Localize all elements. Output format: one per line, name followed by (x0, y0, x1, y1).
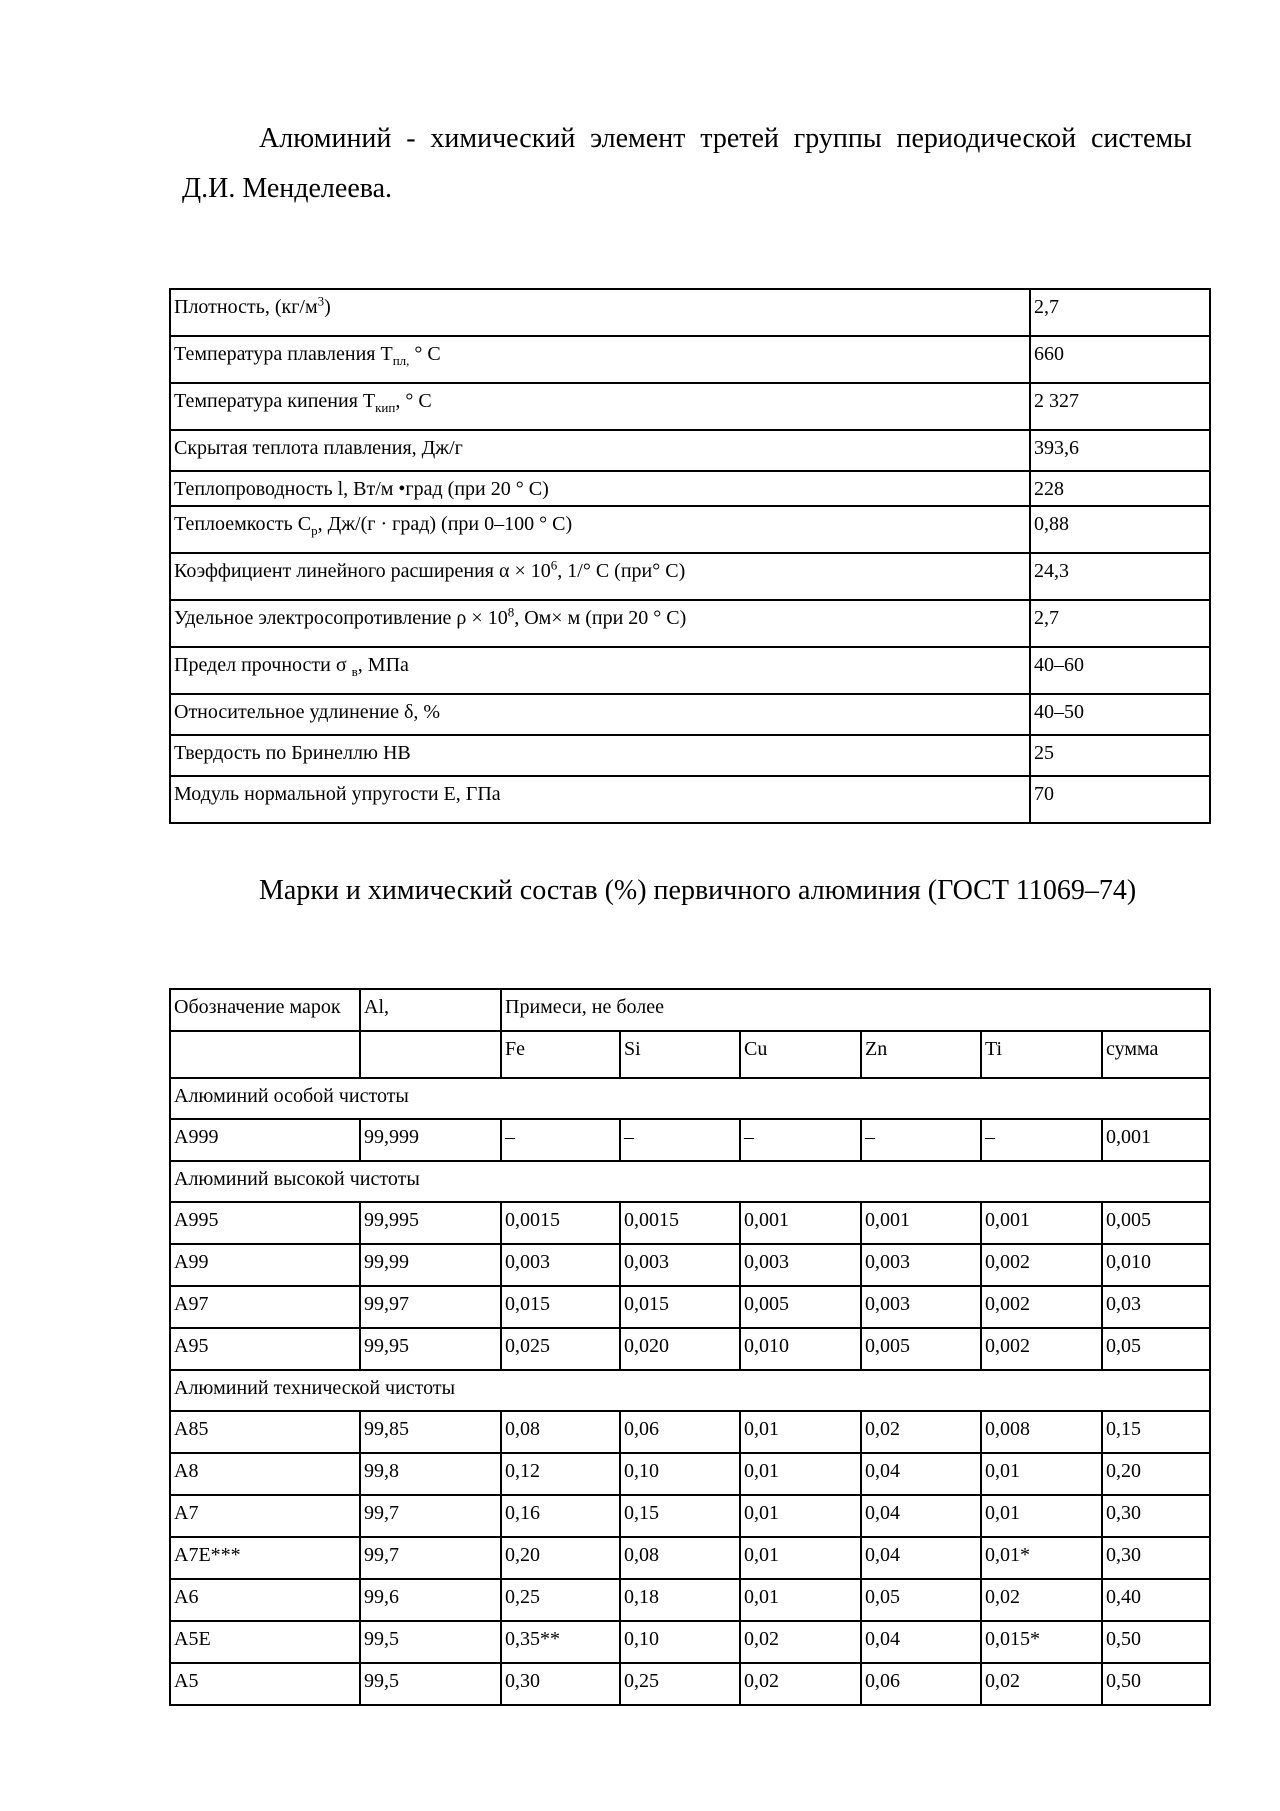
property-label (170, 553, 1030, 600)
header-fe: Fe (501, 1031, 620, 1078)
grade-al: 99,5 (360, 1663, 501, 1705)
grades-subheader-row (170, 1031, 1210, 1078)
property-value: 2,7 (1030, 600, 1210, 647)
property-label-text: Предел прочности σ (174, 654, 352, 676)
grade-si: 0,003 (620, 1244, 740, 1286)
grade-designation: А8 (170, 1453, 360, 1495)
grade-row (170, 1495, 1210, 1537)
grade-si: 0,10 (620, 1621, 740, 1663)
grade-si: 0,15 (620, 1495, 740, 1537)
grade-sum: 0,20 (1102, 1453, 1210, 1495)
grade-zn: 0,06 (861, 1663, 981, 1705)
grade-cu: 0,01 (740, 1495, 861, 1537)
grade-zn: 0,04 (861, 1453, 981, 1495)
grade-row (170, 1579, 1210, 1621)
property-label-suffix: ) (324, 296, 331, 318)
property-row (170, 694, 1210, 735)
grade-si: – (620, 1119, 740, 1161)
grade-sum: 0,50 (1102, 1663, 1210, 1705)
property-label (170, 647, 1030, 694)
grade-fe: 0,30 (501, 1663, 620, 1705)
property-label-text: Скрытая теплота плавления, Дж/г (174, 437, 463, 459)
grade-zn: 0,04 (861, 1621, 981, 1663)
grade-cu: 0,01 (740, 1537, 861, 1579)
grade-sum: 0,30 (1102, 1537, 1210, 1579)
grade-designation: А95 (170, 1328, 360, 1370)
grade-row (170, 1244, 1210, 1286)
grade-fe: 0,0015 (501, 1202, 620, 1244)
header-blank (360, 1031, 501, 1078)
grade-fe: – (501, 1119, 620, 1161)
property-label (170, 735, 1030, 776)
grade-sum: 0,40 (1102, 1579, 1210, 1621)
property-value: 40–60 (1030, 647, 1210, 694)
intro-paragraph: Алюминий - химический элемент третей группы периодической системы Д.И. Менделеева. (182, 123, 1192, 204)
grade-group-row (170, 1370, 1210, 1411)
header-impurities: Примеси, не более (501, 989, 1210, 1031)
grade-sum: 0,05 (1102, 1328, 1210, 1370)
grade-cu: 0,02 (740, 1663, 861, 1705)
grade-ti: – (981, 1119, 1102, 1161)
property-row (170, 735, 1210, 776)
grade-zn: 0,005 (861, 1328, 981, 1370)
grade-al: 99,7 (360, 1495, 501, 1537)
property-value: 70 (1030, 776, 1210, 823)
grade-designation: А5Е (170, 1621, 360, 1663)
property-row (170, 506, 1210, 553)
grade-ti: 0,008 (981, 1411, 1102, 1453)
property-label-subscript: кип (375, 400, 396, 415)
grade-sum: 0,001 (1102, 1119, 1210, 1161)
grade-fe: 0,35** (501, 1621, 620, 1663)
property-value: 2 327 (1030, 383, 1210, 430)
grade-designation: А999 (170, 1119, 360, 1161)
grade-ti: 0,002 (981, 1286, 1102, 1328)
properties-table-body (170, 289, 1210, 823)
property-label-text: Твердость по Бринеллю НВ (174, 742, 411, 764)
property-value: 660 (1030, 336, 1210, 383)
grade-row (170, 1411, 1210, 1453)
grade-sum: 0,005 (1102, 1202, 1210, 1244)
header-al: Al, (360, 989, 501, 1031)
grade-al: 99,8 (360, 1453, 501, 1495)
grade-fe: 0,003 (501, 1244, 620, 1286)
grades-table-body (170, 989, 1210, 1705)
header-ti: Ti (981, 1031, 1102, 1078)
grade-al: 99,85 (360, 1411, 501, 1453)
grade-al: 99,7 (360, 1537, 501, 1579)
property-label-superscript: 8 (507, 604, 515, 620)
grade-cu: 0,005 (740, 1286, 861, 1328)
property-value: 25 (1030, 735, 1210, 776)
grade-si: 0,25 (620, 1663, 740, 1705)
grade-designation: А5 (170, 1663, 360, 1705)
grade-cu: – (740, 1119, 861, 1161)
property-label-text: Плотность, (кг/м (174, 296, 318, 318)
grade-cu: 0,01 (740, 1453, 861, 1495)
property-label (170, 430, 1030, 471)
grade-sum: 0,30 (1102, 1495, 1210, 1537)
property-value: 40–50 (1030, 694, 1210, 735)
property-label-text: Теплоемкость С (174, 513, 312, 535)
grade-si: 0,10 (620, 1453, 740, 1495)
property-row (170, 647, 1210, 694)
grade-si: 0,020 (620, 1328, 740, 1370)
grade-zn: 0,003 (861, 1286, 981, 1328)
property-row (170, 383, 1210, 430)
grade-sum: 0,50 (1102, 1621, 1210, 1663)
grade-designation: А6 (170, 1579, 360, 1621)
grade-cu: 0,01 (740, 1411, 861, 1453)
grade-zn: 0,02 (861, 1411, 981, 1453)
header-designation: Обозначение марок (170, 989, 360, 1031)
property-label-suffix: , ° С (395, 390, 432, 412)
grade-row (170, 1119, 1210, 1161)
property-row (170, 430, 1210, 471)
property-label-subscript: пл, (392, 353, 410, 368)
grade-row (170, 1537, 1210, 1579)
grade-ti: 0,001 (981, 1202, 1102, 1244)
property-label-suffix: , Ом× м (при 20 ° С) (514, 607, 687, 629)
property-label (170, 336, 1030, 383)
grade-group-title: Алюминий технической чистоты (170, 1370, 1210, 1411)
property-label (170, 383, 1030, 430)
property-label-suffix: ° С (409, 343, 441, 365)
grade-zn: – (861, 1119, 981, 1161)
grade-si: 0,0015 (620, 1202, 740, 1244)
property-label (170, 289, 1030, 336)
grade-zn: 0,04 (861, 1495, 981, 1537)
property-label-text: Коэффициент линейного расширения α × 10 (174, 560, 551, 582)
property-row (170, 600, 1210, 647)
grade-cu: 0,001 (740, 1202, 861, 1244)
grade-zn: 0,04 (861, 1537, 981, 1579)
grades-table (169, 988, 1211, 1706)
property-label (170, 600, 1030, 647)
grade-si: 0,06 (620, 1411, 740, 1453)
properties-table (169, 288, 1211, 824)
grade-fe: 0,25 (501, 1579, 620, 1621)
property-row (170, 776, 1210, 823)
grade-ti: 0,01 (981, 1453, 1102, 1495)
property-label-text: Модуль нормальной упругости Е, ГПа (174, 783, 501, 805)
grade-fe: 0,025 (501, 1328, 620, 1370)
grade-al: 99,6 (360, 1579, 501, 1621)
property-label-text: Теплопроводность l, Вт/м •град (при 20 ° С) (174, 478, 549, 500)
property-value: 228 (1030, 471, 1210, 506)
grade-ti: 0,002 (981, 1328, 1102, 1370)
grade-ti: 0,015* (981, 1621, 1102, 1663)
grade-designation: А7Е*** (170, 1537, 360, 1579)
grade-ti: 0,002 (981, 1244, 1102, 1286)
property-label-text: Температура плавления Т (174, 343, 393, 365)
grade-group-title: Алюминий высокой чистоты (170, 1161, 1210, 1202)
header-zn: Zn (861, 1031, 981, 1078)
grade-si: 0,08 (620, 1537, 740, 1579)
grade-fe: 0,08 (501, 1411, 620, 1453)
grade-fe: 0,16 (501, 1495, 620, 1537)
grade-designation: А99 (170, 1244, 360, 1286)
grade-si: 0,015 (620, 1286, 740, 1328)
grade-fe: 0,015 (501, 1286, 620, 1328)
grade-designation: А995 (170, 1202, 360, 1244)
grade-zn: 0,003 (861, 1244, 981, 1286)
grade-group-row (170, 1078, 1210, 1119)
grade-al: 99,995 (360, 1202, 501, 1244)
property-row (170, 553, 1210, 600)
header-cu: Cu (740, 1031, 861, 1078)
property-label (170, 694, 1030, 735)
property-row (170, 289, 1210, 336)
property-label-subscript: в (351, 664, 358, 679)
property-label (170, 506, 1030, 553)
grade-sum: 0,15 (1102, 1411, 1210, 1453)
grade-designation: А97 (170, 1286, 360, 1328)
grade-designation: А7 (170, 1495, 360, 1537)
property-label-superscript: 3 (317, 293, 325, 309)
grade-group-title: Алюминий особой чистоты (170, 1078, 1210, 1119)
grade-al: 99,999 (360, 1119, 501, 1161)
grades-table-title: Марки и химический состав (%) первичного алюминия (ГОСТ 11069–74) (259, 875, 1137, 906)
grade-row (170, 1202, 1210, 1244)
property-value: 24,3 (1030, 553, 1210, 600)
property-label-superscript: 6 (550, 557, 558, 573)
grade-row (170, 1663, 1210, 1705)
property-value: 0,88 (1030, 506, 1210, 553)
grade-fe: 0,12 (501, 1453, 620, 1495)
grade-cu: 0,02 (740, 1621, 861, 1663)
grade-fe: 0,20 (501, 1537, 620, 1579)
grade-al: 99,99 (360, 1244, 501, 1286)
header-sum: сумма (1102, 1031, 1210, 1078)
grade-ti: 0,02 (981, 1663, 1102, 1705)
grade-row (170, 1328, 1210, 1370)
header-blank (170, 1031, 360, 1078)
grade-cu: 0,01 (740, 1579, 861, 1621)
property-label-subscript: р (311, 523, 318, 538)
grade-designation: А85 (170, 1411, 360, 1453)
property-label-suffix: , Дж/(г · град) (при 0–100 ° С) (317, 513, 573, 535)
grade-ti: 0,02 (981, 1579, 1102, 1621)
property-label-text: Относительное удлинение δ, % (174, 701, 441, 723)
property-label-suffix: , 1/° С (при° С) (557, 560, 686, 582)
property-label (170, 776, 1030, 823)
grade-row (170, 1621, 1210, 1663)
grade-si: 0,18 (620, 1579, 740, 1621)
grade-ti: 0,01* (981, 1537, 1102, 1579)
grade-sum: 0,03 (1102, 1286, 1210, 1328)
grade-al: 99,97 (360, 1286, 501, 1328)
grade-ti: 0,01 (981, 1495, 1102, 1537)
grade-row (170, 1453, 1210, 1495)
header-si: Si (620, 1031, 740, 1078)
grade-cu: 0,003 (740, 1244, 861, 1286)
grade-al: 99,95 (360, 1328, 501, 1370)
grade-sum: 0,010 (1102, 1244, 1210, 1286)
grades-header-row (170, 989, 1210, 1031)
property-row (170, 336, 1210, 383)
grade-row (170, 1286, 1210, 1328)
grade-cu: 0,010 (740, 1328, 861, 1370)
property-value: 2,7 (1030, 289, 1210, 336)
property-label-text: Температура кипения Т (174, 390, 376, 412)
grade-zn: 0,001 (861, 1202, 981, 1244)
property-label-text: Удельное электросопротивление ρ × 10 (174, 607, 508, 629)
property-row (170, 471, 1210, 506)
property-label (170, 471, 1030, 506)
grade-zn: 0,05 (861, 1579, 981, 1621)
grade-group-row (170, 1161, 1210, 1202)
property-value: 393,6 (1030, 430, 1210, 471)
property-label-suffix: , МПа (357, 654, 409, 676)
grade-al: 99,5 (360, 1621, 501, 1663)
